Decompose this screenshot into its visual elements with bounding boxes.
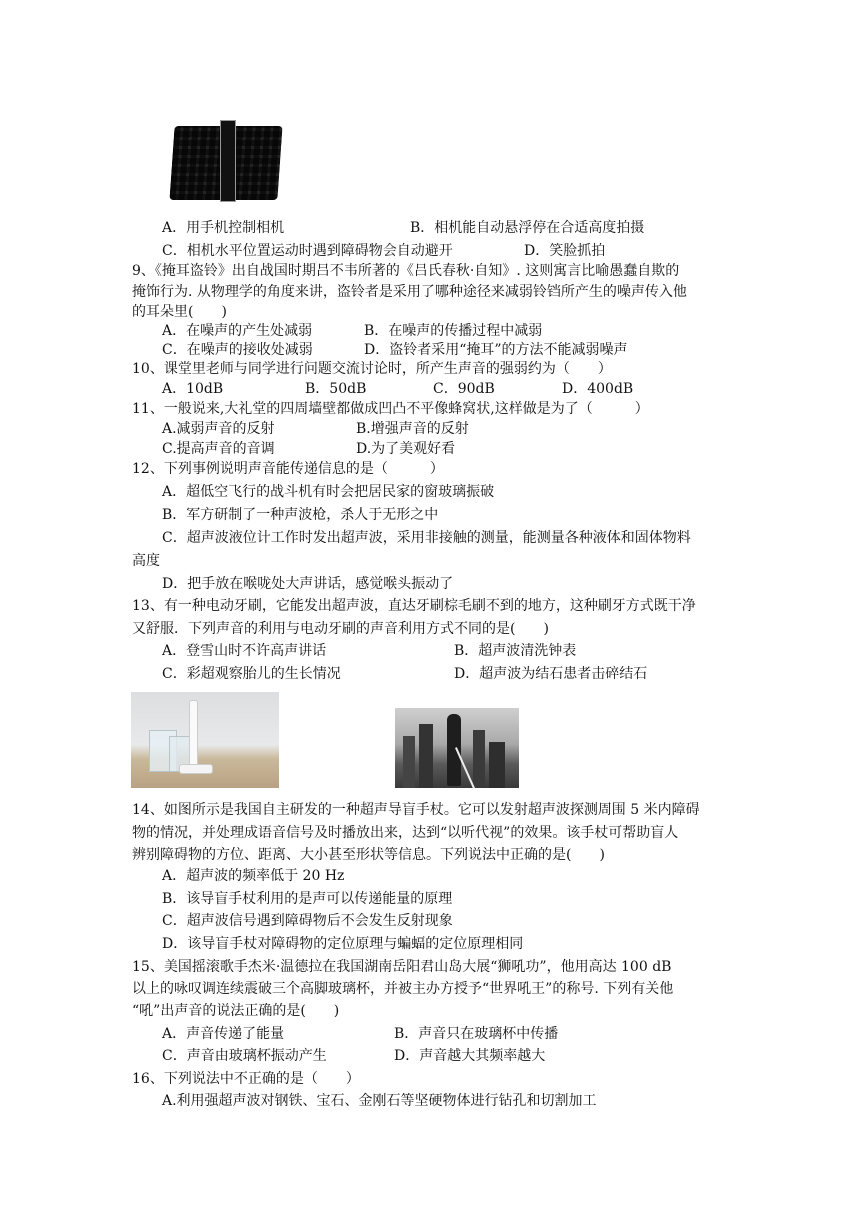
q10-stem: 10、课堂里老师与同学进行问题交流讨论时，所产生声音的强弱约为（ ）: [132, 361, 612, 377]
q14-stem-line-3: 辨别障碍物的方位、距离、大小甚至形状等信息。下列说法中正确的是( ): [132, 847, 605, 863]
electric-toothbrush-image: [131, 692, 279, 788]
q15-stem-line-3: “吼”出声音的说法正确的是( ): [132, 1003, 340, 1019]
q15-option-d: D．声音越大其频率越大: [394, 1048, 546, 1064]
q13-option-b: B．超声波清洗钟表: [454, 643, 577, 659]
q12-option-a: A．超低空飞行的战斗机有时会把居民家的窗玻璃振破: [162, 484, 495, 500]
q10-option-c: C．90dB: [433, 381, 495, 397]
q15-option-a: A．声音传递了能量: [162, 1026, 285, 1042]
q9-option-a: A．在噪声的产生处减弱: [162, 323, 313, 339]
q14-option-c: C．超声波信号遇到障碍物后不会发生反射现象: [162, 913, 453, 929]
q11-option-c: C.提高声音的音调: [162, 441, 275, 457]
q8-option-a: A．用手机控制相机: [162, 220, 285, 236]
ultrasonic-blind-cane-image: [395, 708, 519, 788]
q14-stem-line-2: 物的情况，并处理成语音信号及时播放出来，达到“以听代视”的效果。该手杖可帮助盲人: [132, 825, 679, 841]
q10-option-a: A．10dB: [162, 381, 224, 397]
q14-stem-line-1: 14、如图所示是我国自主研发的一种超声导盲手杖。它可以发射超声波探测周围 5 米内障碍: [132, 802, 700, 818]
q12-option-c-line-1: C．超声波液位计工作时发出超声波，采用非接触的测量，能测量各种液体和固体物料: [162, 530, 691, 546]
q12-option-d: D．把手放在喉咙处大声讲话，感觉喉头振动了: [162, 576, 454, 592]
q12-stem: 12、下列事例说明声音能传递信息的是（ ）: [132, 461, 444, 477]
q16-stem: 16、下列说法中不正确的是（ ）: [132, 1071, 360, 1087]
q15-option-c: C．声音由玻璃杯振动产生: [162, 1048, 327, 1064]
q14-option-b: B．该导盲手杖利用的是声可以传递能量的原理: [162, 891, 453, 907]
q8-option-b: B．相机能自动悬浮停在合适高度拍摄: [410, 220, 645, 236]
q13-option-d: D．超声波为结石患者击碎结石: [454, 666, 648, 682]
q8-option-c: C．相机水平位置运动时遇到障碍物会自动避开: [162, 243, 453, 259]
q15-option-b: B．声音只在玻璃杯中传播: [394, 1026, 559, 1042]
q13-stem-line-2: 又舒服．下列声音的利用与电动牙刷的声音利用方式不同的是( ): [132, 621, 549, 637]
q11-stem: 11、一般说来,大礼堂的四周墙壁都做成凹凸不平像蜂窝状,这样做是为了（ ）: [132, 401, 649, 417]
q9-stem-line-1: 9、《掩耳盗铃》出自战国时期吕不韦所著的《吕氏春秋·自知》. 这则寓言比喻愚蠢自欺的: [132, 263, 680, 279]
q10-option-d: D．400dB: [562, 381, 634, 397]
q14-option-a: A．超声波的频率低于 20 Hz: [162, 868, 345, 884]
q8-option-d: D．笑脸抓拍: [524, 243, 606, 259]
q15-stem-line-1: 15、美国摇滚歌手杰米·温德拉在我国湖南岳阳君山岛大展“狮吼功”，他用高达 100 dB: [132, 959, 672, 975]
q12-option-b: B．军方研制了一种声波枪，杀人于无形之中: [162, 507, 439, 523]
q12-option-c-line-2: 高度: [132, 553, 160, 569]
q10-option-b: B．50dB: [305, 381, 367, 397]
drone-camera-image: [168, 118, 286, 204]
q11-option-b: B.增强声音的反射: [356, 421, 469, 437]
q9-stem-line-2: 掩饰行为. 从物理学的角度来讲，盗铃者是采用了哪种途径来减弱铃铛所产生的噪声传入他: [132, 284, 687, 300]
q13-stem-line-1: 13、有一种电动牙刷，它能发出超声波，直达牙刷棕毛刷不到的地方，这种刷牙方式既干净: [132, 598, 696, 614]
q13-option-a: A．登雪山时不许高声讲话: [162, 643, 327, 659]
q16-option-a: A.利用强超声波对钢铁、宝石、金刚石等坚硬物体进行钻孔和切割加工: [162, 1093, 597, 1109]
q9-option-b: B．在噪声的传播过程中减弱: [364, 323, 543, 339]
q9-option-d: D．盗铃者采用“掩耳”的方法不能减弱噪声: [364, 342, 628, 358]
q11-option-a: A.减弱声音的反射: [162, 421, 275, 437]
q11-option-d: D.为了美观好看: [356, 441, 456, 457]
q9-stem-line-3: 的耳朵里( ): [132, 304, 227, 320]
q13-option-c: C．彩超观察胎儿的生长情况: [162, 666, 341, 682]
q15-stem-line-2: 以上的咏叹调连续震破三个高脚玻璃杯，并被主办方授予“世界吼王”的称号. 下列有关他: [132, 981, 674, 997]
q9-option-c: C．在噪声的接收处减弱: [162, 342, 313, 358]
q14-option-d: D．该导盲手杖对障碍物的定位原理与蝙蝠的定位原理相同: [162, 936, 524, 952]
